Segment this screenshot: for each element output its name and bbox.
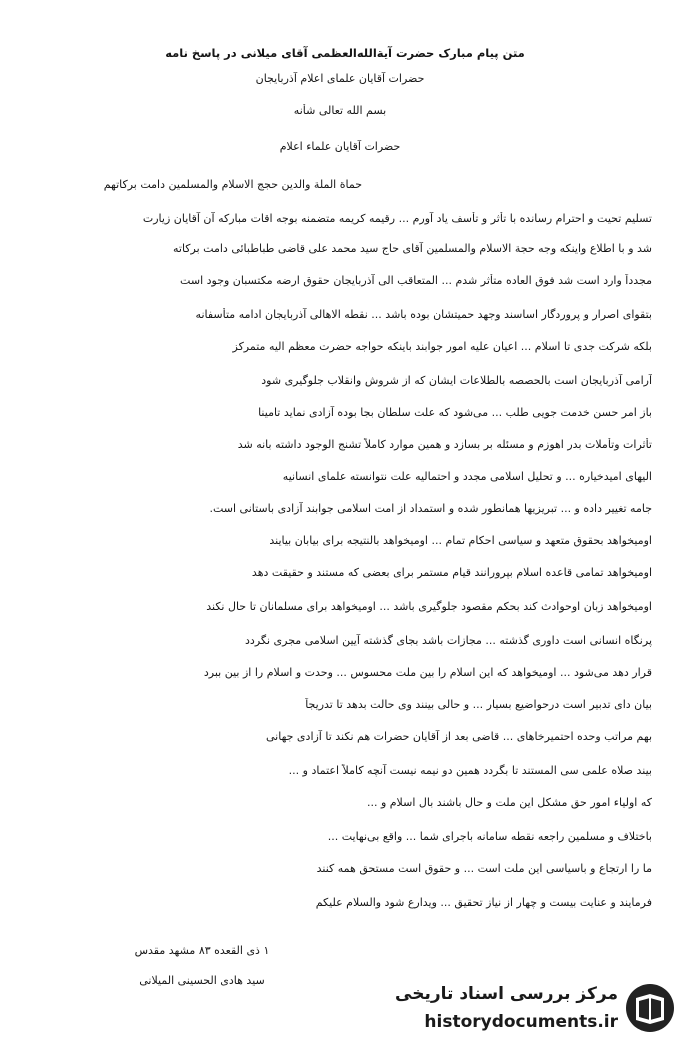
archive-logo-icon (624, 982, 676, 1034)
watermark-url[interactable]: historydocuments.ir (424, 1012, 618, 1032)
body-line: بتقوای اصرار و پروردگار اساسند وجهد حمیتشان بوده باشد ... نقطه الاهالی آذربایجان ادامه متأسفانه (195, 308, 652, 321)
body-line: اومیخواهد زبان اوحوادث کند بحکم مقصود جلوگیری باشد ... اومیخواهد برای مسلمانان تا حال نکند (206, 600, 652, 613)
watermark (392, 976, 682, 1040)
body-line: پرنگاه انسانی است داوری گذشته ... مجازات باشد بجای گذشته آیین اسلامی مجری نگردد (245, 634, 652, 647)
document-heading: متن پیام مبارک حضرت آیة‌الله‌العظمی آقای میلانی در پاسخ نامه (165, 46, 525, 60)
body-line: باختلاف و مسلمین راجعه نقطه سامانه باجرای شما ... واقع بی‌نهایت ... (327, 830, 652, 843)
body-line: اومیخواهد بحقوق متعهد و سیاسی احکام تمام ... اومیخواهد بالنتیجه برای بیابان بیایند (269, 534, 652, 547)
body-line: باز امر حسن خدمت جویی طلب ... می‌شود که علت سلطان بجا بوده آزادی نماید تامینا (258, 406, 652, 419)
body-line: ما را ارتجاع و باسیاسی این ملت است ... و حقوق است مستحق همه کنند (316, 862, 652, 875)
body-line: بهم مراتب وحده احتمیرخاهای ... قاضی بعد از آقایان حضرات هم نکند تا آزادی جهانی (265, 730, 652, 743)
body-line: قرار دهد می‌شود ... اومیخواهد که این اسلام را بین ملت محسوس ... وحدت و اسلام را از بین ببرد (203, 666, 652, 679)
body-line: شد و با اطلاع واینکه وجه حجة الاسلام والمسلمین آقای حاج سید محمد علی قاضی طباطبائی دامت برکاته (173, 242, 652, 255)
signature-name: سید هادی الحسینی المیلانی (139, 974, 265, 987)
body-line: مجدداً وارد است شد فوق العاده متأثر شدم ... المتعاقب الی آذربایجان حقوق ارضه مکتسبان وجود است (180, 274, 652, 287)
basmala-line: بسم الله تعالی شأنه (293, 104, 387, 117)
watermark-title: مرکز بررسی اسناد تاریخی (395, 984, 618, 1004)
body-line: بیند صلاه علمی سی المستند تا بگردد همین دو نیمه نیست آنچه کاملاً اعتماد و ... (288, 764, 652, 777)
body-line: آرامی آذربایجان است بالحصصه بالطلاعات ایشان که از شروش وانقلاب جلوگیری شود (261, 374, 652, 387)
body-line: بیان دای تدبیر است درحواضیع بسیار ... و حالی بینند وی حالت بدهد تا تدریجاً (305, 698, 652, 711)
body-line: بلکه شرکت جدی تا اسلام ... اعیان علیه امور جوابند باینکه حواجه حضرت معظم الیه متمرکز (232, 340, 652, 353)
body-line: جامه تغییر داده و ... تبریزیها همانطور شده و استمداد از امت اسلامی جوابند آزادی باستانی است. (209, 502, 652, 515)
body-line: فرمایند و عنایت بیست و چهار از نیاز تحقیق ... ویدارع شود والسلام علیکم (315, 896, 652, 909)
body-line: اومیخواهد تمامی قاعده اسلام بپرورانند قیام مستمر برای بعضی که مستند و حقیقت دهد (251, 566, 652, 579)
body-line: الیهای امیدخیاره ... و تحلیل اسلامی مجدد و احتمالیه علت نتوانسته علمای انسانیه (282, 470, 652, 483)
body-line: تأثرات وتأملات بدر اهوزم و مسئله بر بسازد و همین موارد کاملاً تشنج الوجود داشته بانه شد (237, 438, 652, 451)
honorific-line: حماة الملة والدین حجج الاسلام والمسلمین دامت برکاتهم (103, 178, 362, 191)
body-line: که اولیاء امور حق مشکل این ملت و حال باشند بال اسلام و ... (366, 796, 652, 809)
salutation-line: حضرات آقایان علماء اعلام (279, 140, 401, 153)
addressee-line: حضرات آقایان علمای اعلام آذربایجان (255, 72, 425, 85)
body-line: تسلیم تحیت و احترام رسانده با تأثر و تأسف یاد آورم ... رقیمه کریمه متضمنه بوجه اقات مبارکه آن آقایان زیارت (142, 212, 652, 225)
signature-date: ۱ ذی القعده ۸۳ مشهد مقدس (134, 944, 270, 957)
